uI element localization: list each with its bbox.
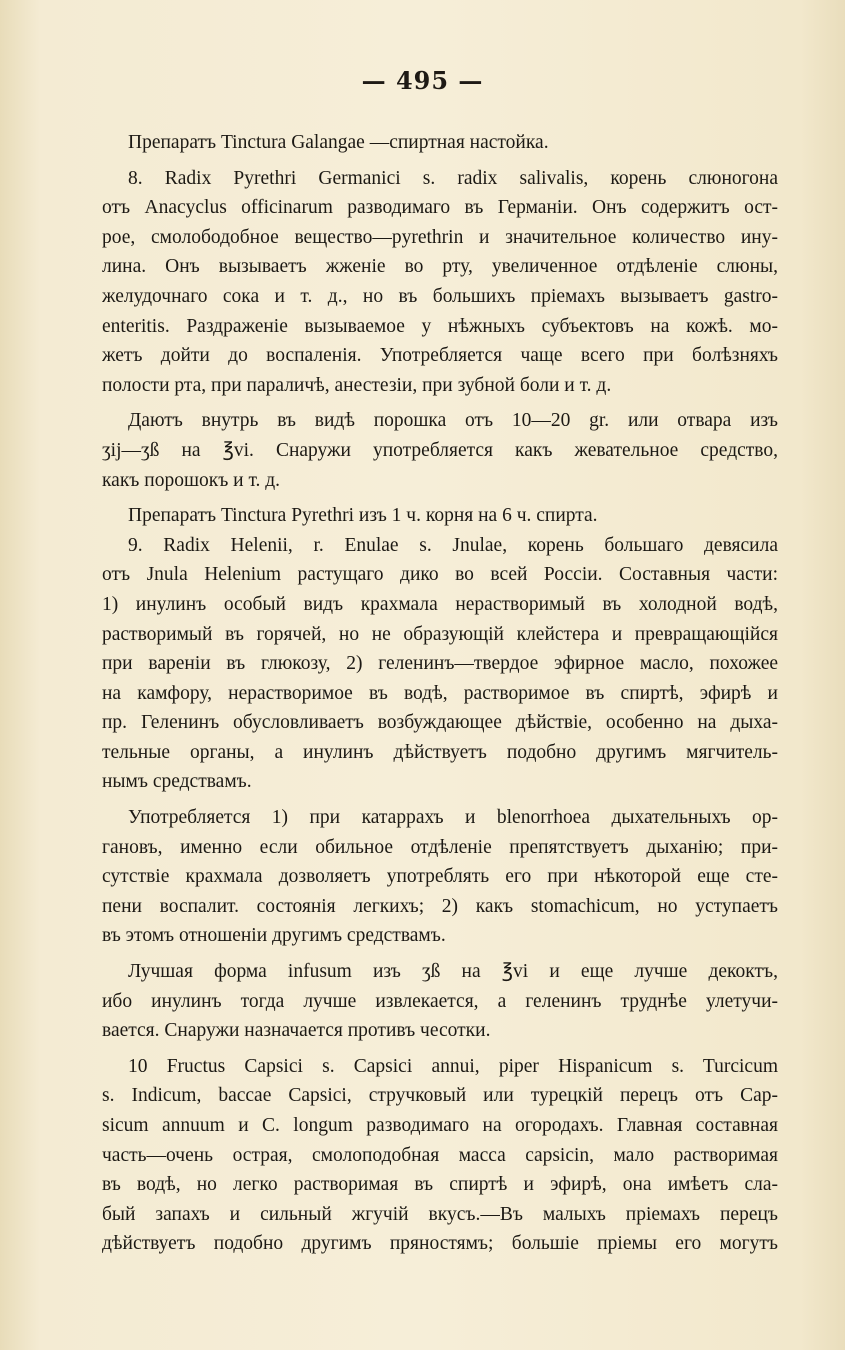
body-text bbox=[102, 128, 778, 1259]
text-line: тельные органы, а инулинъ дѣйствуетъ подобно другимъ мягчитель- bbox=[102, 741, 778, 763]
text-line: 10 Fructus Capsici s. Capsici annui, piper Hispanicum s. Turcicum bbox=[128, 1055, 778, 1077]
text-line: на камфору, нерастворимое въ водѣ, растворимое въ спиртѣ, эфирѣ и bbox=[102, 682, 778, 704]
text-line: въ этомъ отношеніи другимъ средствамъ. bbox=[102, 925, 446, 947]
text-line: пени воспалит. состоянія легкихъ; 2) какъ stomachicum, но уступаетъ bbox=[102, 895, 778, 917]
text-line: 1) инулинъ особый видъ крахмала нерастворимый въ холодной водѣ, bbox=[102, 593, 778, 615]
text-line: отъ Anacyclus officinarum разводимаго въ Германіи. Онъ содержитъ ост- bbox=[102, 197, 778, 219]
text-line: бый запахъ и сильный жгучій вкусъ.—Въ малыхъ пріемахъ перецъ bbox=[102, 1203, 778, 1225]
text-line: полости рта, при параличѣ, анестезіи, при зубной боли и т. д. bbox=[102, 374, 612, 396]
text-line: нымъ средствамъ. bbox=[102, 771, 252, 793]
text-line: рое, смолободобное вещество—pyrethrin и значительное количество ину- bbox=[102, 226, 778, 248]
text-line: 8. Radix Pyrethri Germanici s. radix salivalis, корень слюногона bbox=[128, 167, 778, 189]
text-line: Препаратъ Tinctura Galangae —спиртная настойка. bbox=[128, 132, 549, 153]
text-line: отъ Jnula Helenium растущаго дико во всей Россіи. Составныя части: bbox=[102, 564, 778, 586]
text-line: Препаратъ Tinctura Pyrethri изъ 1 ч. корня на 6 ч. спирта. bbox=[128, 505, 598, 527]
text-line: sicum annuum и C. longum разводимаго на огородахъ. Главная составная bbox=[102, 1115, 778, 1136]
text-line: желудочнаго сока и т. д., но въ большихъ пріемахъ вызываетъ gastro- bbox=[102, 285, 778, 307]
text-line: ибо инулинъ тогда лучше извлекается, а геленинъ труднѣе улетучи- bbox=[102, 990, 778, 1012]
text-line: какъ порошокъ и т. д. bbox=[102, 469, 281, 491]
text-line: пр. Геленинъ обусловливаетъ возбуждающее дѣйствіе, особенно на дыха- bbox=[102, 712, 778, 734]
page-number: — 495 — bbox=[361, 66, 484, 95]
text-line: жетъ дойти до воспаленія. Употребляется чаще всего при болѣзняхъ bbox=[102, 345, 778, 367]
text-line: лина. Онъ вызываетъ жженіе во рту, увеличенное отдѣленіе слюны, bbox=[102, 256, 778, 278]
text-line: s. Indicum, baccae Capsici, стручковый или турецкій перецъ отъ Cap- bbox=[102, 1085, 778, 1107]
text-line: enteritis. Раздраженіе вызываемое у нѣжныхъ субъектовъ на кожѣ. мо- bbox=[102, 315, 778, 337]
text-line: часть—очень острая, смолоподобная масса capsicin, мало растворимая bbox=[102, 1144, 778, 1166]
text-line: сутствіе крахмала дозволяетъ употреблять его при нѣкоторой еще сте- bbox=[102, 866, 778, 888]
text-line: гановъ, именно если обильное отдѣленіе препятствуетъ дыханію; при- bbox=[102, 836, 778, 858]
text-line: при вареніи въ глюкозу, 2) геленинъ—твердое эфирное масло, похожее bbox=[102, 653, 778, 675]
text-line: Даютъ внутрь въ видѣ порошка отъ 10—20 gr. или отвара изъ bbox=[128, 410, 778, 432]
text-line: ʒij—ʒß на ℥vi. Снаружи употребляется какъ жевательное средство, bbox=[102, 439, 778, 461]
text-line: въ водѣ, но легко растворимая въ спиртѣ и эфирѣ, она имѣетъ сла- bbox=[102, 1174, 778, 1196]
text-line: дѣйствуетъ подобно другимъ пряностямъ; большіе пріемы его могутъ bbox=[102, 1233, 778, 1255]
text-line: растворимый въ горячей, но не образующій клейстера и превращающійся bbox=[102, 623, 778, 645]
text-line: Лучшая форма infusum изъ ʒß на ℥vi и еще лучше декоктъ, bbox=[128, 961, 778, 983]
text-line: 9. Radix Helenii, r. Enulae s. Jnulae, корень большаго девясила bbox=[128, 534, 778, 556]
text-line: вается. Снаружи назначается противъ чесотки. bbox=[102, 1020, 491, 1042]
text-line: Употребляется 1) при катаррахъ и blenorrhoea дыхательныхъ ор- bbox=[128, 807, 778, 829]
